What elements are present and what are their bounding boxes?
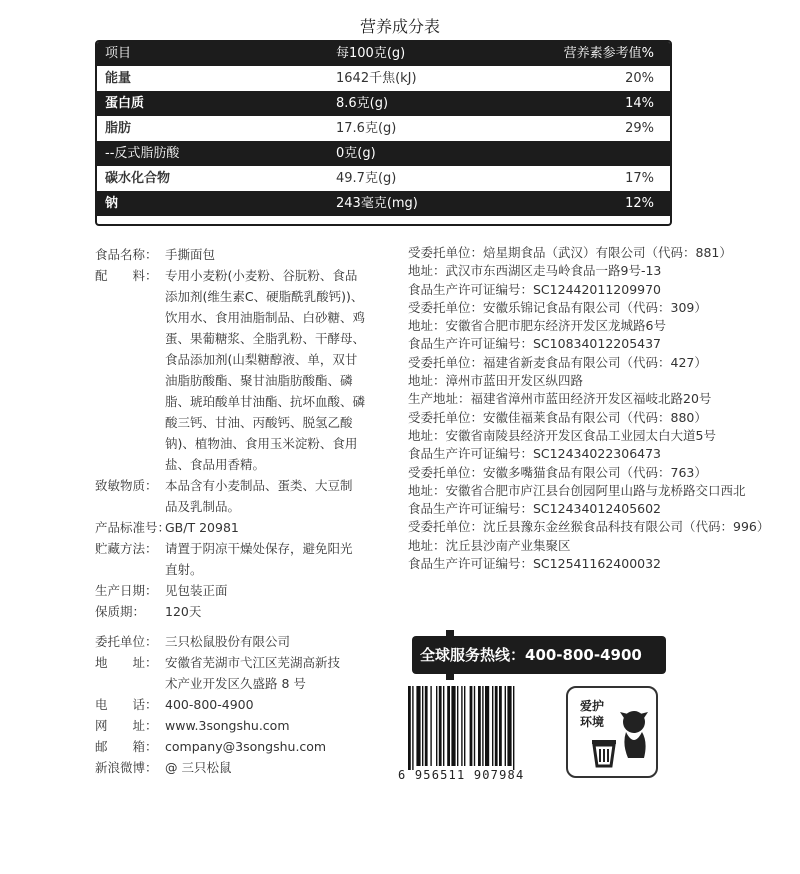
phone-value: 400-800-4900	[165, 697, 254, 712]
service-hotline: 全球服务热线：400-800-4900	[412, 636, 666, 674]
header-item: 项目	[105, 46, 132, 61]
client-value: 三只松鼠股份有限公司	[165, 634, 291, 649]
website-label: 网 址：	[95, 718, 158, 733]
nutrient-amount: 49.7克(g)	[336, 171, 397, 186]
address-line: 术产业开发区久盛路 8 号	[165, 676, 306, 691]
nutrient-nrv: 17%	[625, 171, 654, 186]
nutrient-name: 蛋白质	[105, 96, 145, 111]
nutrient-amount: 0克(g)	[336, 146, 376, 161]
storage-line: 请置于阴凉干燥处保存，避免阳光	[165, 541, 353, 556]
nutrient-name: 钠	[105, 196, 119, 211]
nutrient-nrv: 14%	[625, 96, 654, 111]
allergen-label: 致敏物质：	[95, 478, 158, 493]
ingredients-line: 酸三钙、甘油、丙酸钙、脱氢乙酸	[165, 415, 353, 430]
manufacturer-line: 地址：武汉市东西湖区走马岭食品一路9号-13	[408, 263, 662, 279]
shelf-life-value: 120天	[165, 604, 202, 619]
allergen-line: 品及乳制品。	[165, 499, 241, 514]
client-row	[95, 631, 390, 652]
nutrient-nrv: 29%	[625, 121, 654, 136]
manufacturer-line: 受委托单位：福建省新麦食品有限公司（代码：427）	[408, 354, 707, 370]
nutrient-amount: 8.6克(g)	[336, 96, 389, 111]
manufacturer-line: 受委托单位：安徽多嘴猫食品有限公司（代码：763）	[408, 464, 707, 480]
barcode-number: 6 956511 907984	[398, 768, 525, 782]
manufacturer-list	[408, 244, 788, 573]
website-row	[95, 715, 390, 736]
address-label: 地 址：	[95, 655, 158, 670]
ingredients-line: 钠)、植物油、食用玉米淀粉、食用	[165, 436, 358, 451]
manufacturer-line: 生产地址：福建省漳州市蓝田经济开发区福岐北路20号	[408, 391, 712, 407]
manufacturer-line: 地址：安徽省南陵县经济开发区食品工业园太白大道5号	[408, 427, 716, 443]
allergen-line: 本品含有小麦制品、蛋类、大豆制	[165, 478, 353, 493]
shelf-life-label: 保质期：	[95, 604, 146, 619]
nutrient-name: 碳水化合物	[105, 171, 171, 186]
phone-row	[95, 694, 390, 715]
nutrient-name: --反式脂肪酸	[105, 146, 180, 161]
nutrition-row-carbohydrate	[97, 166, 670, 191]
prod-date-row	[95, 580, 390, 601]
food-name-row	[95, 244, 390, 265]
standard-label: 产品标准号：	[95, 520, 171, 535]
shelf-life-row	[95, 601, 390, 622]
ingredients-line: 油脂肪酸酯、聚甘油脂肪酸酯、磷	[165, 373, 353, 388]
product-info	[95, 244, 390, 778]
nutrient-amount: 17.6克(g)	[336, 121, 397, 136]
ingredients-row	[95, 265, 390, 475]
manufacturer-line: 受委托单位：安徽乐锦记食品有限公司（代码：309）	[408, 299, 707, 315]
header-nrv: 营养素参考值%	[563, 46, 654, 61]
ingredients-line: 蛋、果葡糖浆、全脂乳粉、干酵母、	[165, 331, 366, 346]
manufacturer-line: 食品生产许可证编号：SC12434012405602	[408, 501, 662, 517]
manufacturer-line: 食品生产许可证编号：SC12442011209970	[408, 281, 662, 297]
storage-line: 直射。	[165, 562, 203, 577]
manufacturer-line: 受委托单位：安徽佳福莱食品有限公司（代码：880）	[408, 409, 707, 425]
eco-label-line: 爱护	[580, 699, 605, 713]
nutrition-header-row	[97, 42, 670, 66]
nutrient-name: 能量	[105, 71, 132, 86]
ingredients-line: 盐、食品用香精。	[165, 457, 266, 472]
phone-label: 电 话：	[95, 697, 158, 712]
weibo-value: @ 三只松鼠	[165, 760, 232, 775]
eco-label-line: 环境	[580, 715, 605, 729]
nutrition-row-fat	[97, 116, 670, 141]
ingredients-line: 脂、琥珀酸单甘油酯、抗坏血酸、磷	[165, 394, 366, 409]
manufacturer-line: 食品生产许可证编号：SC12434022306473	[408, 446, 662, 462]
nutrition-title: 营养成分表	[359, 17, 440, 36]
nutrition-row-trans-fat	[97, 141, 670, 166]
food-name-label: 食品名称：	[95, 247, 158, 262]
email-row	[95, 736, 390, 757]
nutrition-row-protein	[97, 91, 670, 116]
manufacturer-line: 受委托单位：焙星期食品（武汉）有限公司（代码：881）	[408, 245, 732, 260]
nutrient-name: 脂肪	[105, 121, 132, 136]
nutrient-nrv: 12%	[625, 196, 654, 211]
email-label: 邮 箱：	[95, 739, 158, 754]
ingredients-line: 饮用水、食用油脂制品、白砂糖、鸡	[165, 310, 366, 325]
client-label: 委托单位：	[95, 634, 158, 649]
ingredients-line: 食品添加剂(山梨糖醇液、单，双甘	[165, 352, 358, 367]
nutrition-row-sodium	[97, 191, 670, 216]
website-value: www.3songshu.com	[165, 718, 290, 733]
recycle-bin-icon	[568, 688, 658, 778]
nutrient-amount: 243毫克(mg)	[336, 196, 418, 211]
manufacturer-line: 受委托单位：沈丘县豫东金丝猴食品科技有限公司（代码：996）	[408, 519, 770, 535]
address-line: 安徽省芜湖市弋江区芜湖高新技	[165, 655, 341, 670]
manufacturer-line: 地址：漳州市蓝田开发区纵四路	[408, 373, 584, 389]
section-gap	[95, 622, 390, 631]
storage-label: 贮藏方法：	[95, 541, 158, 556]
weibo-row	[95, 757, 390, 778]
standard-value: GB/T 20981	[165, 520, 239, 535]
nutrient-nrv: 20%	[625, 71, 654, 86]
manufacturer-line: 地址：安徽省合肥市肥东经济开发区龙城路6号	[408, 318, 666, 334]
manufacturer-line: 食品生产许可证编号：SC10834012205437	[408, 336, 662, 352]
standard-row	[95, 517, 390, 538]
storage-row	[95, 538, 390, 580]
header-per100g: 每100克(g)	[336, 46, 406, 61]
nutrition-table	[95, 40, 672, 226]
allergen-row	[95, 475, 390, 517]
ingredients-line: 添加剂(维生素C、硬脂酰乳酸钙))、	[165, 289, 364, 304]
ingredients-line: 专用小麦粉(小麦粉、谷朊粉、食品	[165, 268, 358, 283]
food-name-value: 手撕面包	[165, 247, 216, 262]
prod-date-value: 见包装正面	[165, 583, 228, 598]
prod-date-label: 生产日期：	[95, 583, 158, 598]
hotline-tick-bottom	[446, 674, 454, 680]
manufacturer-line: 地址：沈丘县沙南产业集聚区	[408, 537, 571, 553]
manufacturer-line: 地址：安徽省合肥市庐江县台创园阿里山路与龙桥路交口西北	[408, 482, 746, 498]
nutrition-row-energy	[97, 66, 670, 91]
manufacturer-line: 食品生产许可证编号：SC12541162400032	[408, 556, 662, 572]
ingredients-label: 配 料：	[95, 268, 158, 283]
nutrient-amount: 1642千焦(kJ)	[336, 71, 417, 86]
weibo-label: 新浪微博：	[95, 760, 158, 775]
eco-badge	[566, 686, 658, 778]
address-row	[95, 652, 390, 694]
email-value: company@3songshu.com	[165, 739, 327, 754]
